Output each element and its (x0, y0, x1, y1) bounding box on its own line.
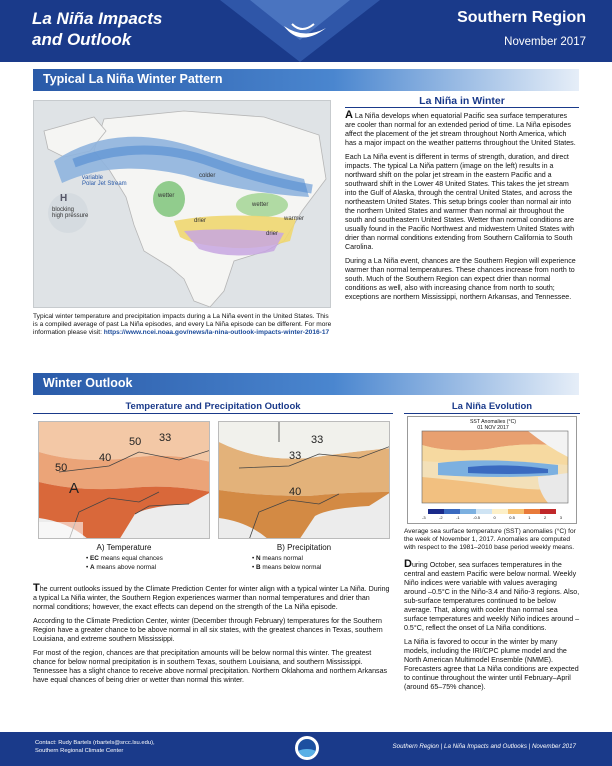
outlook-paragraph-1 (33, 584, 393, 612)
swoosh-logo-icon (280, 22, 330, 50)
outlook-heading-rule (33, 413, 393, 414)
title-line-2: and Outlook (32, 30, 132, 49)
paragraph-text: La Niña develops when equatorial Pacific sea surface temperatures are cooler than normal for an extended period of time. La Niña episodes affect the placement of the jet stream throughout North America, which has a major impact on the weather patterns throughout the United States. (345, 112, 576, 147)
legend-key: EC (90, 555, 99, 562)
temp-contour-label: 40 (99, 452, 112, 464)
precipitation-outlook-map (218, 421, 390, 539)
scale-label: -3 (422, 515, 426, 520)
sst-caption: Average sea surface temperature (SST) anomalies (°C) for the week of November 1, 2017. Anomalies are computed with respect to the 1981–2010 base period weekly means. (404, 528, 576, 552)
jet-stream-label: variable Polar Jet Stream (82, 175, 127, 187)
precipitation-legend (252, 555, 321, 572)
legend-item: • N means normal (252, 555, 303, 562)
evolution-paragraph-2: La Niña is favored to occur in the winter by many models, including the IRI/CPC plume model and the North American Multimodel Ensemble (NMME). Forecasters agree that La Niña conditions are expected to continue throughout the winter until February–April (around 65–75% chance). (404, 638, 579, 691)
blocking-high-label: blocking high pressure (52, 207, 89, 219)
outlook-paragraph-3: For most of the region, chances are that precipitation amounts will be below normal this winter. The greatest chance for below normal precipitation is in southern Texas, southern Louisiana, and southern Mississippi. Tennessee has a slight chance to receive above normal precipitation. Northern Oklahoma and northern Arkansas have equal chances of being drier or wetter than normal this winter. (33, 649, 388, 684)
dropcap: D (404, 558, 412, 570)
drier-label-1: drier (194, 218, 207, 224)
legend-item: • B means below normal (252, 563, 322, 571)
evolution-heading: La Niña Evolution (451, 401, 533, 412)
scale-label: 2 (544, 515, 547, 520)
section-title: Typical La Niña Winter Pattern (43, 72, 223, 86)
sst-anomaly-graphic (408, 417, 577, 524)
article-paragraph-1 (345, 111, 579, 148)
temperature-map-title: A) Temperature (96, 543, 152, 552)
precip-contour-label: 40 (289, 486, 302, 498)
legend-key: A (90, 563, 95, 571)
sst-scale-labels (422, 515, 562, 520)
region-title: Southern Region (457, 9, 586, 26)
precipitation-map-graphic (219, 422, 390, 539)
drier-label-2: drier (266, 231, 279, 237)
north-america-map-graphic (34, 101, 331, 308)
paragraph-text: uring October, sea surfaces temperatures in the central and eastern Pacific were below normal. Weekly Niño indices were variable with values averaging around –0.5°C in the Niño-3.4 and Niño-3 regions. Also, sub-surface temperatures continued to be below average. That, along with cooler than normal sea surface temperatures and weekly Niño indices around –0.5°C, reflect the onset of La Niña conditions. (404, 561, 580, 632)
section-title: Winter Outlook (43, 376, 133, 390)
temp-contour-label: 33 (159, 432, 172, 444)
scale-label: 3 (559, 515, 562, 520)
page-header (0, 0, 612, 62)
precip-contour-label: 33 (311, 434, 324, 446)
legend-text: means above normal (94, 563, 157, 571)
sst-title-text: SST Anomalies (°C) (469, 419, 517, 425)
temperature-outlook-map (38, 421, 210, 539)
ncei-link[interactable]: https://www.ncei.noaa.gov/news/la-nina-outlook-impacts-winter-2016-17 (103, 329, 330, 337)
title-line-1: La Niña Impacts (32, 9, 163, 28)
section-bar-winter-outlook (33, 373, 579, 395)
legend-item: • A means above normal (86, 563, 157, 571)
sst-date-text: 01 NOV 2017 (477, 425, 509, 431)
warmer-label: warmer (284, 216, 305, 222)
article-paragraph-2: Each La Niña event is different in terms of strength, duration, and direct impacts. The typical La Niña pattern (image on the left) results in a northward shift on the polar jet stream in the eastern Pacific and a southward shift in the Lower 48 United States. This takes the jet stream into the Gulf of Alaska, through the central United States, and across the northeastern United States. This setup brings cooler than normal air into the northern United States and warmer than normal air throughout the south and southeastern United States. Wetter than normal conditions are usually found in the Pacific Northwest and midwestern United States with drier than normal conditions extending from Southern California to South Carolina. (345, 153, 575, 251)
temp-contour-label: 50 (55, 462, 68, 474)
page-title (32, 8, 162, 50)
scale-label: 0.5 (509, 515, 515, 520)
legend-key: N (256, 555, 261, 562)
outlook-heading: Temperature and Precipitation Outlook (125, 401, 301, 412)
paragraph-text: he current outlooks issued by the Climate Prediction Center for winter align with a typical winter La Niña. During a typical La Niña winter, the Southern Region experiences warmer than normal temperatures and drier than normal conditions; however, the exact effects can depend on the strength of the La Niña episode. (33, 585, 390, 611)
section-bar-typical-pattern (33, 69, 579, 91)
la-nina-winter-article (345, 111, 579, 307)
outlook-article (33, 584, 393, 690)
winter-pattern-map (33, 100, 331, 308)
noaa-logo-icon (295, 736, 319, 760)
temperature-map-graphic (39, 422, 210, 539)
article-heading-rule (345, 107, 579, 108)
colder-label: colder (199, 173, 216, 179)
legend-text: means normal (260, 555, 303, 562)
wetter-nw-label: wetter (158, 193, 175, 199)
precipitation-map-title: B) Precipitation (276, 543, 332, 552)
sst-figure-title (408, 419, 577, 431)
contact-line-1: Contact: Rudy Bartels (rbartels@srcc.lsu.edu), (35, 740, 155, 746)
contact-line-2: Southern Regional Climate Center (35, 747, 124, 754)
temp-contour-label: 50 (129, 436, 142, 448)
sst-anomaly-figure (407, 416, 577, 524)
legend-text: means below normal (260, 563, 322, 571)
outlook-paragraph-2: According to the Climate Prediction Center, winter (December through February) temperatures for the Southern Region have a greater chance to be above normal in all six states, with the greatest chances in Texas, southern Louisiana, and extreme southern Mississippi. (33, 617, 383, 643)
dropcap: A (345, 109, 353, 121)
winter-map-caption (33, 313, 333, 338)
scale-label: 0 (493, 515, 496, 520)
evolution-paragraph-1 (404, 560, 580, 633)
footer-contact (35, 740, 155, 755)
high-pressure-symbol: H (60, 193, 68, 204)
evolution-heading-rule (404, 413, 580, 414)
wetter-east-label: wetter (252, 202, 269, 208)
caption-text: Typical winter temperature and precipitation impacts during a La Niña event in the United States. This is a compiled average of past La Niña episodes, and every La Niña episode can be different. For more information please visit: (33, 313, 332, 337)
scale-label: -0.5 (473, 515, 481, 520)
evolution-article (404, 560, 580, 697)
article-heading: La Niña in Winter (419, 95, 505, 107)
precip-contour-label: 33 (289, 450, 302, 462)
scale-label: -1 (456, 515, 460, 520)
scale-label: -2 (439, 515, 443, 520)
legend-text: means equal chances (98, 555, 163, 562)
scale-label: 1 (528, 515, 531, 520)
legend-key: B (256, 563, 261, 571)
article-paragraph-3: During a La Niña event, chances are the Southern Region will experience warmer than normal temperatures. These chances increase from north to south. Much of the Southern Region can expect drier than normal conditions as well, also with increasing chance from north to south; exceptions are northern Mississippi, northern Arkansas, and Tennessee. (345, 257, 576, 301)
legend-item: • EC means equal chances (86, 555, 163, 562)
dropcap: T (33, 582, 40, 594)
footer-publication-info: Southern Region | La Niña Impacts and Outlooks | November 2017 (392, 743, 576, 750)
above-normal-marker: A (69, 480, 80, 497)
issue-date: November 2017 (504, 36, 586, 48)
page-footer (0, 732, 612, 766)
temperature-legend (86, 555, 163, 572)
